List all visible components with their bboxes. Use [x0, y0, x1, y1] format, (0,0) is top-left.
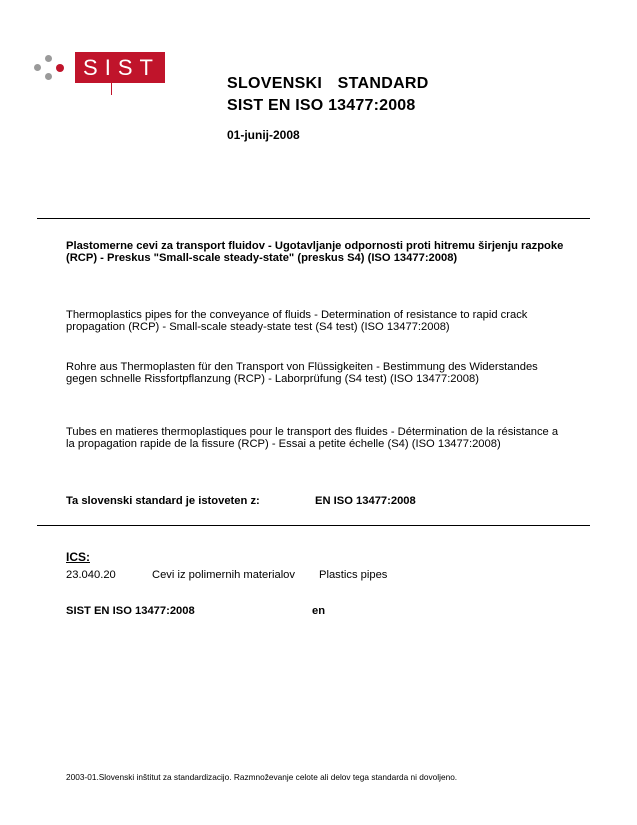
- divider-bottom: [37, 525, 590, 526]
- logo-wordmark: SIST: [75, 52, 165, 83]
- logo-dot-red-icon: [56, 64, 64, 72]
- document-language: en: [312, 605, 326, 617]
- logo-tick: [111, 83, 112, 95]
- identical-value: EN ISO 13477:2008: [315, 495, 416, 507]
- ics-description-en: Plastics pipes: [319, 569, 388, 581]
- title-english: Thermoplastics pipes for the conveyance of fluids - Determination of resistance to rapid crack propagation (RCP) - Small-scale steady-state test (S4 test) (ISO 13477:2008): [66, 309, 528, 334]
- ics-label: ICS:: [66, 550, 90, 564]
- ics-description-sl: Cevi iz polimernih materialov: [152, 569, 296, 581]
- divider-top: [37, 218, 590, 219]
- document-code: SIST EN ISO 13477:2008: [66, 605, 195, 617]
- copyright-footer: 2003-01.Slovenski inštitut za standardizacijo. Razmnoževanje celote ali delov tega standarda ni dovoljeno.: [66, 772, 458, 782]
- logo-dot-icon: [34, 64, 41, 71]
- title-german: Rohre aus Thermoplasten für den Transport von Flüssigkeiten - Bestimmung des Widerstandes gegen schnelle Rissfortpflanzung (RCP) - Laborprüfung (S4 test) (ISO 13477:2008): [66, 361, 538, 386]
- logo-dot-icon: [45, 55, 52, 62]
- title-slovenian: Plastomerne cevi za transport fluidov - Ugotavljanje odpornosti proti hitremu širjenju razpoke (RCP) - Preskus "Small-scale steady-state" (preskus S4) (ISO 13477:2008): [66, 240, 564, 265]
- logo-dot-icon: [45, 73, 52, 80]
- standard-type: SLOVENSKI STANDARD: [227, 75, 429, 92]
- sist-logo: [34, 52, 170, 96]
- standard-code: SIST EN ISO 13477:2008: [227, 97, 416, 114]
- ics-code: 23.040.20: [66, 569, 116, 581]
- publication-date: 01-junij-2008: [227, 128, 300, 142]
- title-french: Tubes en matieres thermoplastiques pour le transport des fluides - Détermination de la résistance a la propagation rapide de la fissure (RCP) - Essai a petite échelle (S4) (ISO 13477:2008): [66, 426, 559, 451]
- identical-label: Ta slovenski standard je istoveten z:: [66, 495, 260, 507]
